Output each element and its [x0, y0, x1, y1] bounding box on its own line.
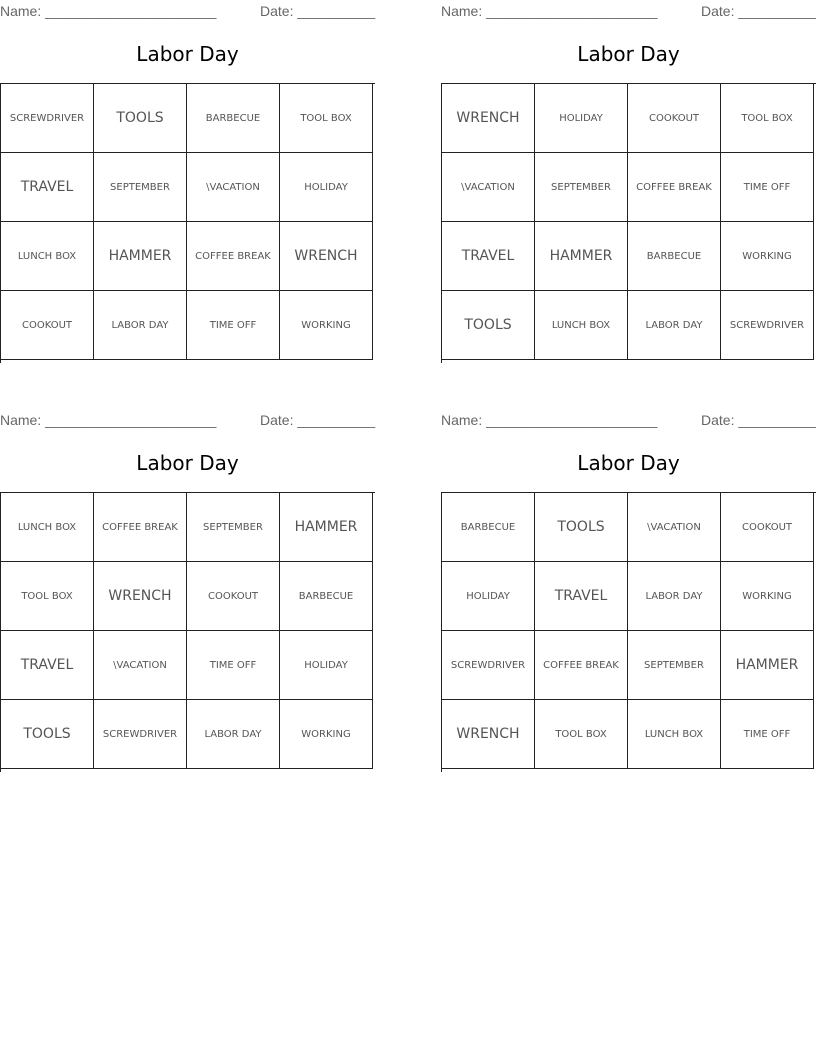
bingo-cell: COOKOUT — [1, 291, 94, 360]
bingo-grid — [441, 492, 816, 772]
bingo-cell: COFFEE BREAK — [94, 493, 187, 562]
bingo-cell: HAMMER — [280, 493, 373, 562]
bingo-cell: WRENCH — [442, 700, 535, 769]
bingo-cell: SCREWDRIVER — [1, 84, 94, 153]
bingo-cell: BARBECUE — [280, 562, 373, 631]
bingo-cell: HOLIDAY — [280, 631, 373, 700]
bingo-cell: TOOL BOX — [721, 84, 814, 153]
card-title: Labor Day — [136, 451, 239, 475]
bingo-cell: LABOR DAY — [94, 291, 187, 360]
bingo-cell: LUNCH BOX — [1, 493, 94, 562]
bingo-cell: TIME OFF — [721, 700, 814, 769]
bingo-cell: TOOLS — [535, 493, 628, 562]
bingo-cell: TOOL BOX — [280, 84, 373, 153]
bingo-cell: LUNCH BOX — [628, 700, 721, 769]
bingo-cell: \VACATION — [442, 153, 535, 222]
bingo-cell: BARBECUE — [628, 222, 721, 291]
name-field[interactable]: Name: ______________________ — [441, 412, 658, 428]
bingo-cell: TOOL BOX — [1, 562, 94, 631]
bingo-grid — [441, 83, 816, 363]
date-field[interactable]: Date: __________ — [701, 412, 816, 428]
bingo-cell: SEPTEMBER — [535, 153, 628, 222]
date-field[interactable]: Date: __________ — [260, 3, 376, 19]
bingo-cell: HAMMER — [721, 631, 814, 700]
bingo-cell: WORKING — [280, 291, 373, 360]
date-field[interactable]: Date: __________ — [260, 412, 376, 428]
bingo-cell: SEPTEMBER — [628, 631, 721, 700]
name-field[interactable]: Name: ______________________ — [441, 3, 658, 19]
bingo-cell: COFFEE BREAK — [187, 222, 280, 291]
bingo-cell: SEPTEMBER — [94, 153, 187, 222]
bingo-cell: BARBECUE — [187, 84, 280, 153]
bingo-cell: WORKING — [721, 222, 814, 291]
bingo-cell: TRAVEL — [1, 153, 94, 222]
bingo-cell: HOLIDAY — [280, 153, 373, 222]
bingo-cell: COFFEE BREAK — [535, 631, 628, 700]
date-field[interactable]: Date: __________ — [701, 3, 816, 19]
bingo-cell: HAMMER — [535, 222, 628, 291]
name-date-line — [441, 3, 816, 19]
bingo-cell: \VACATION — [94, 631, 187, 700]
name-date-line — [0, 412, 375, 428]
bingo-cell: COFFEE BREAK — [628, 153, 721, 222]
bingo-cell: LUNCH BOX — [1, 222, 94, 291]
bingo-cell: WRENCH — [442, 84, 535, 153]
bingo-cell: WRENCH — [280, 222, 373, 291]
bingo-grid — [0, 83, 375, 363]
name-field[interactable]: Name: ______________________ — [0, 412, 217, 428]
bingo-cell: \VACATION — [628, 493, 721, 562]
bingo-cell: WRENCH — [94, 562, 187, 631]
bingo-cell: WORKING — [280, 700, 373, 769]
bingo-cell: TOOLS — [94, 84, 187, 153]
bingo-grid — [0, 492, 375, 772]
bingo-cell: HOLIDAY — [535, 84, 628, 153]
bingo-cell: TRAVEL — [1, 631, 94, 700]
bingo-cell: SCREWDRIVER — [94, 700, 187, 769]
bingo-cell: TOOLS — [442, 291, 535, 360]
bingo-cell: LUNCH BOX — [535, 291, 628, 360]
name-date-line — [441, 412, 816, 428]
bingo-cell: BARBECUE — [442, 493, 535, 562]
card-title: Labor Day — [136, 42, 239, 66]
bingo-cell: SCREWDRIVER — [721, 291, 814, 360]
bingo-cell: TIME OFF — [187, 291, 280, 360]
bingo-cell: SEPTEMBER — [187, 493, 280, 562]
card-title: Labor Day — [577, 451, 680, 475]
bingo-cell: LABOR DAY — [628, 562, 721, 631]
bingo-cell: SCREWDRIVER — [442, 631, 535, 700]
name-field[interactable]: Name: ______________________ — [0, 3, 217, 19]
bingo-cell: TRAVEL — [442, 222, 535, 291]
bingo-cell: TOOL BOX — [535, 700, 628, 769]
bingo-cell: HAMMER — [94, 222, 187, 291]
bingo-cell: TIME OFF — [721, 153, 814, 222]
bingo-cell: LABOR DAY — [628, 291, 721, 360]
bingo-cell: COOKOUT — [628, 84, 721, 153]
bingo-cell: TIME OFF — [187, 631, 280, 700]
name-date-line — [0, 3, 375, 19]
bingo-cell: HOLIDAY — [442, 562, 535, 631]
bingo-cell: COOKOUT — [721, 493, 814, 562]
bingo-cell: TOOLS — [1, 700, 94, 769]
card-title: Labor Day — [577, 42, 680, 66]
bingo-cell: LABOR DAY — [187, 700, 280, 769]
bingo-cell: \VACATION — [187, 153, 280, 222]
bingo-cell: COOKOUT — [187, 562, 280, 631]
bingo-cell: WORKING — [721, 562, 814, 631]
bingo-cell: TRAVEL — [535, 562, 628, 631]
